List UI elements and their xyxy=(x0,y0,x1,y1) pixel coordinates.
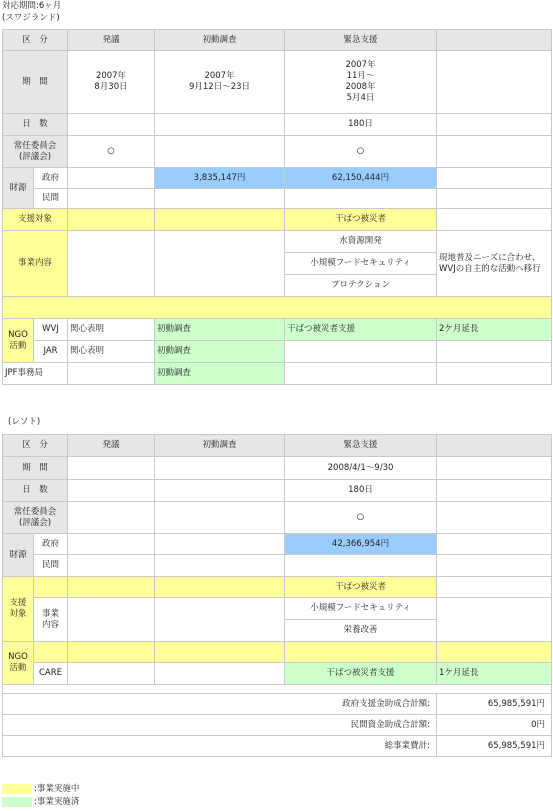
jonin-kinkyu: ○ xyxy=(285,136,437,168)
jigyo-note: 現地普及ニーズに合わせ、WVJの自主的な活動へ移行 xyxy=(437,231,552,297)
l-ngo-care-extra: 1ケ月延長 xyxy=(437,663,552,685)
jpf-label: JPF事務局 xyxy=(3,363,68,385)
swaziland-table xyxy=(2,29,552,385)
legend-yellow-swatch xyxy=(2,784,32,794)
jpf-shodo: 初動調査 xyxy=(155,363,285,385)
jonin-label: 常任委員会 (評議会) xyxy=(3,136,68,168)
ngo-wvj-kinkyu: 干ばつ被災者支援 xyxy=(285,319,437,341)
legend-yellow-label: :事業実施中 xyxy=(34,784,80,794)
l-ngo-care-kinkyu: 干ばつ被災者支援 xyxy=(285,663,437,685)
l-nissu-label: 日 数 xyxy=(3,480,68,502)
l-kikan-label: 期 間 xyxy=(3,457,68,480)
l-header-kubun: 区 分 xyxy=(3,435,68,457)
l-header-hatsugi: 発議 xyxy=(68,435,155,457)
l-kikan-kinkyu: 2008/4/1〜9/30 xyxy=(285,457,437,480)
jigyo-item-1: 水資源開発 xyxy=(285,231,437,253)
ngo-wvj-name: WVJ xyxy=(34,319,68,341)
l-jonin-kinkyu: ○ xyxy=(285,502,437,534)
ngo-jar-name: JAR xyxy=(34,341,68,363)
l-ngo-label: NGO 活動 xyxy=(3,642,34,685)
total-seifu-label: 政府支援金助成合計額: xyxy=(3,694,437,715)
total-value: 65,985,591円 xyxy=(437,736,552,757)
l-ngo-care-name: CARE xyxy=(34,663,68,685)
legend-green-label: :事業実施済 xyxy=(34,797,80,807)
ngo-wvj-hatsugi: 関心表明 xyxy=(68,319,155,341)
ngo-jar-shodo: 初動調査 xyxy=(155,341,285,363)
zaigen-minkan-label: 民間 xyxy=(34,189,68,209)
seifu-shodo-amount: 3,835,147円 xyxy=(155,168,285,189)
period-title: 対応期間:6ヶ月 xyxy=(2,1,62,11)
total-seifu-value: 65,985,591円 xyxy=(437,694,552,715)
ngo-wvj-shodo: 初動調査 xyxy=(155,319,285,341)
spacer-row xyxy=(3,297,552,319)
l-shien-kinkyu: 干ばつ被災者 xyxy=(285,577,437,598)
legend-green-swatch xyxy=(2,797,32,807)
l-jigyo-item-1: 小規模フードセキュリティ xyxy=(285,598,437,620)
shien-kinkyu: 干ばつ被災者 xyxy=(285,209,437,231)
kikan-shodo: 2007年 9月12日〜23日 xyxy=(155,51,285,114)
ngo-label: NGO 活動 xyxy=(3,319,34,363)
l-jigyo-item-2: 栄養改善 xyxy=(285,620,437,642)
jigyo-label: 事業内容 xyxy=(3,231,68,297)
jigyo-item-3: プロテクション xyxy=(285,275,437,297)
l-header-kinkyu: 緊急支援 xyxy=(285,435,437,457)
shien-label: 支援対象 xyxy=(3,209,68,231)
header-shodo: 初動調査 xyxy=(155,30,285,51)
l-zaigen-label: 財源 xyxy=(3,534,34,577)
zaigen-seifu-label: 政府 xyxy=(34,168,68,189)
total-minkan-label: 民間資金助成合計額: xyxy=(3,715,437,736)
l-jonin-label: 常任委員会 (評議会) xyxy=(3,502,68,534)
header-kinkyu: 緊急支援 xyxy=(285,30,437,51)
l-shien-label: 支援 対象 xyxy=(3,577,34,642)
l-header-shodo: 初動調査 xyxy=(155,435,285,457)
l-seifu-kinkyu-amount: 42,366,954円 xyxy=(285,534,437,555)
country-title: (スワジランド) xyxy=(2,13,60,23)
seifu-kinkyu-amount: 62,150,444円 xyxy=(285,168,437,189)
lesotho-title: (レソト) xyxy=(8,417,41,427)
lesotho-table xyxy=(2,434,552,757)
kikan-hatsugi: 2007年 8月30日 xyxy=(68,51,155,114)
zaigen-label: 財源 xyxy=(3,168,34,209)
nissu-kinkyu: 180日 xyxy=(285,114,437,136)
l-zaigen-minkan-label: 民間 xyxy=(34,555,68,577)
header-hatsugi: 発議 xyxy=(68,30,155,51)
header-kubun: 区 分 xyxy=(3,30,68,51)
total-label: 総事業費計: xyxy=(3,736,437,757)
header-extra xyxy=(437,30,552,51)
kikan-kinkyu: 2007年 11月〜 2008年 5月4日 xyxy=(285,51,437,114)
kikan-label: 期 間 xyxy=(3,51,68,114)
jonin-hatsugi: ○ xyxy=(68,136,155,168)
jigyo-item-2: 小規模フードセキュリティ xyxy=(285,253,437,275)
nissu-label: 日 数 xyxy=(3,114,68,136)
l-jigyo-label: 事業 内容 xyxy=(34,598,68,642)
l-zaigen-seifu-label: 政府 xyxy=(34,534,68,555)
l-nissu-kinkyu: 180日 xyxy=(285,480,437,502)
ngo-wvj-extra: 2ケ月延長 xyxy=(437,319,552,341)
total-minkan-value: 0円 xyxy=(437,715,552,736)
ngo-jar-hatsugi: 関心表明 xyxy=(68,341,155,363)
